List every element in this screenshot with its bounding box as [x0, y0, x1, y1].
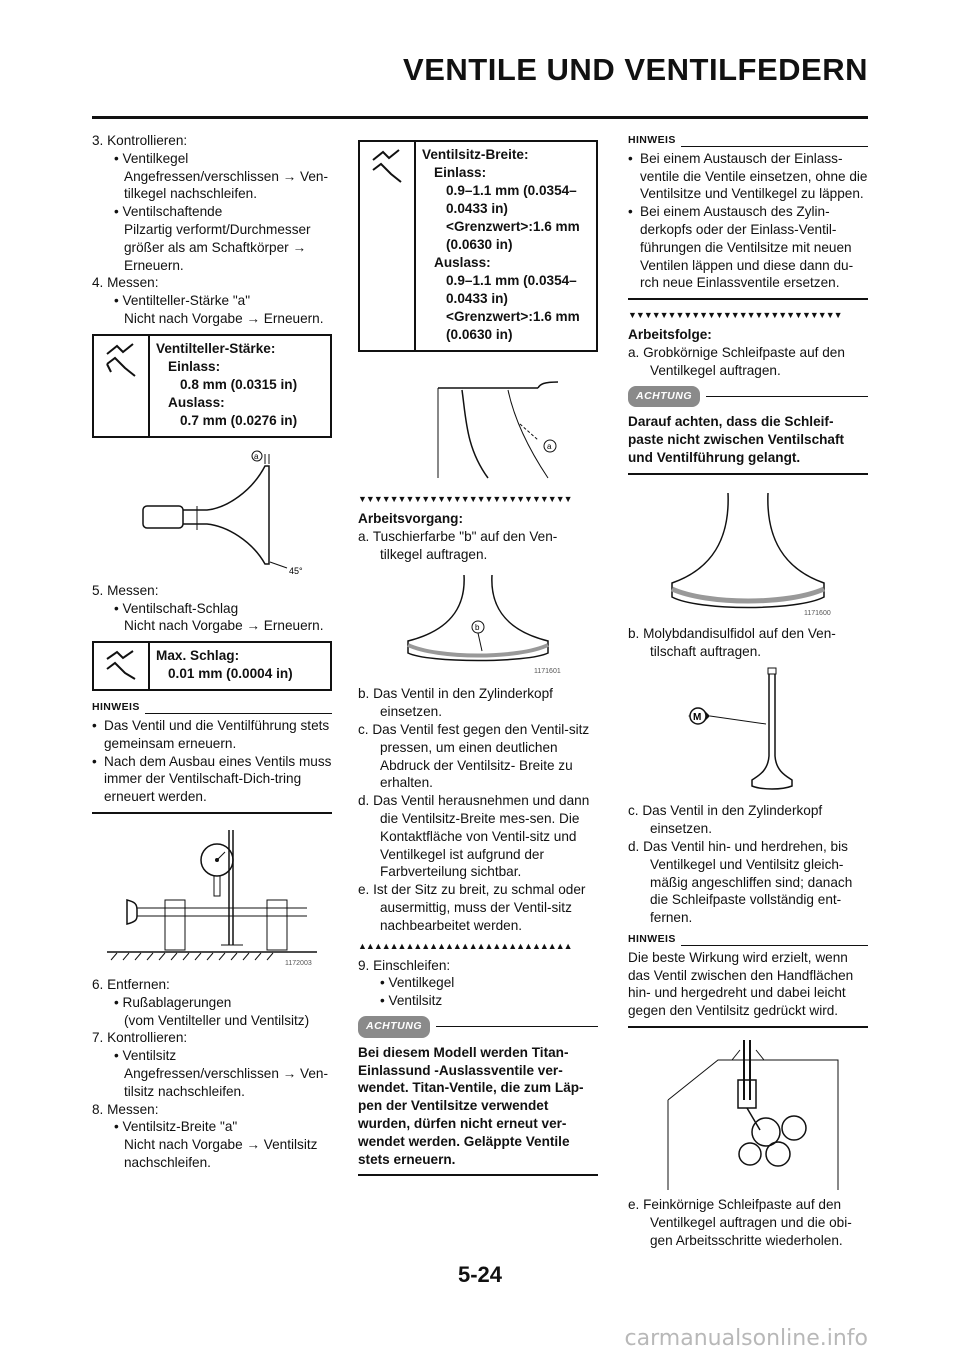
procedure-start-marker: ▼▼▼▼▼▼▼▼▼▼▼▼▼▼▼▼▼▼▼▼▼▼▼▼▼▼▼	[628, 310, 842, 321]
spec-value-exhaust: 0.0433 in)	[446, 291, 508, 306]
figure-label-a: a	[254, 451, 259, 461]
figure-label-b: b	[475, 623, 480, 633]
procedure-start-marker: ▼▼▼▼▼▼▼▼▼▼▼▼▼▼▼▼▼▼▼▼▼▼▼▼▼▼▼	[358, 494, 572, 504]
procedure-step-d: d. Das Ventil herausnehmen und dann die Ventilsitz-Breite mes-sen. Die Kontaktfläche von Ventil-sitz und Ventilkegel ist aufgrund der Farbverteilung sichtbar.	[358, 793, 590, 880]
figure-seat-width	[388, 378, 568, 488]
page-number: 5-24	[457, 1262, 503, 1287]
note-footer	[92, 812, 332, 814]
note-bullet-2-text: Nach dem Ausbau eines Ventils muss immer der Ventilschaft-Dich-tring erneuert werden.	[104, 753, 332, 805]
spec-value-intake: 0.8 mm (0.0315 in)	[180, 376, 298, 392]
procedure-title: Arbeitsvorgang:	[358, 511, 463, 526]
note-label: HINWEIS	[628, 134, 676, 146]
step-5: 5. Messen:	[92, 582, 159, 598]
procedure-step-e: e. Feinkörnige Schleifpaste auf den Ventilkegel auftragen und die obi-gen Arbeitsschritte wiederholen.	[628, 1196, 852, 1248]
procedure-step-c: c. Das Ventil fest gegen den Ventil-sitz pressen, um einen deutlichen Abdruck der Ventilsitz- Breite zu erhalten.	[358, 721, 590, 791]
step-6-bullet-1: • Rußablagerungen	[114, 994, 232, 1010]
step-4: 4. Messen:	[92, 275, 159, 291]
figure-valve-color	[378, 569, 578, 679]
step-3: 3. Kontrollieren:	[92, 133, 188, 148]
spec-limit-intake: <Grenzwert>:1.6 mm	[446, 219, 580, 234]
spec-limit-exhaust: <Grenzwert>:1.6 mm	[446, 309, 580, 324]
caution-footer	[358, 1174, 598, 1176]
figure-valve-lubricant	[658, 666, 838, 796]
note-label: HINWEIS	[92, 701, 140, 714]
caution-badge: ACHTUNG	[628, 386, 700, 408]
caution-header	[358, 1016, 598, 1038]
procedure-step-c: c. Das Ventil in den Zylinderkopf einsetzen.	[628, 803, 823, 837]
molybdenum-icon: M	[693, 712, 702, 724]
caution-text: Darauf achten, dass die Schleif-paste nicht zwischen Ventilschaft und Ventilführung gelangt.	[628, 414, 845, 465]
spec-limit-exhaust: (0.0630 in)	[446, 327, 513, 342]
step-8: 8. Messen:	[92, 1101, 159, 1117]
spec-box-runout	[92, 641, 332, 691]
spec-label-exhaust: Auslass:	[434, 255, 491, 270]
wrench-icon	[94, 336, 150, 436]
figure-runout-measurement	[97, 820, 327, 970]
figure-code: 1172003	[285, 959, 312, 967]
step-5-bullet-1: • Ventilschaft-Schlag	[114, 600, 239, 616]
procedure-step-d: d. Das Ventil hin- und herdrehen, bis Ventilkegel und Ventilsitz gleich-mäßig angeschliffen sind; danach die Schleifpaste vollständig ent-fernen.	[628, 838, 853, 926]
spec-value-exhaust: 0.7 mm (0.0276 in)	[180, 412, 298, 428]
step-7: 7. Kontrollieren:	[92, 1030, 188, 1046]
step-8-bullet-1-text: Nicht nach Vorgabe → Ventilsitz nachschleifen.	[124, 1137, 318, 1170]
spec-label-exhaust: Auslass:	[168, 394, 225, 410]
step-7-bullet-1: • Ventilsitz	[114, 1048, 177, 1064]
spec-value-intake: 0.9–1.1 mm (0.0354–	[446, 183, 577, 198]
step-6: 6. Entfernen:	[92, 976, 170, 992]
column-3	[628, 132, 868, 1249]
column-2	[358, 132, 598, 1176]
figure-label-a: a	[547, 442, 552, 451]
step-4-bullet-1-text: Nicht nach Vorgabe → Erneuern.	[124, 310, 324, 326]
step-9-bullet-2: • Ventilsitz	[380, 993, 443, 1009]
figure-angle-label: 45°	[289, 565, 303, 576]
step-3-bullet-1: • Ventilkegel	[114, 150, 189, 166]
caution-header	[628, 386, 868, 408]
note-footer	[628, 298, 868, 300]
page-title: VENTILE UND VENTILFEDERN	[403, 52, 868, 87]
wrench-icon	[94, 643, 150, 689]
step-6-bullet-1-text: (vom Ventilteller und Ventilsitz)	[124, 1012, 310, 1028]
procedure-step-b: b. Das Ventil in den Zylinderkopf einsetzen.	[358, 686, 553, 720]
step-3-bullet-2-text: Pilzartig verformt/Durchmesser größer als am Schaftkörper → Erneuern.	[124, 221, 311, 273]
procedure-step-a: a. Grobkörnige Schleifpaste auf den Ventilkegel auftragen.	[628, 344, 845, 378]
step-9: 9. Einschleifen:	[358, 957, 451, 973]
figure-lapping-valve	[648, 1040, 848, 1190]
step-5-bullet-1-text: Nicht nach Vorgabe → Erneuern.	[124, 618, 324, 634]
procedure-step-b: b. Molybdandisulfidol auf den Ven-tilschaft auftragen.	[628, 625, 836, 659]
spec-limit-intake: (0.0630 in)	[446, 237, 513, 252]
procedure-step-a: a. Tuschierfarbe "b" auf den Ven-tilkegel auftragen.	[358, 528, 558, 562]
note-bullet-2-text: Bei einem Austausch des Zylin-derkopfs oder der Einlass-Ventil-führungen die Ventilsitze mit neuen Ventilen läppen und diese dann du-rch neue Einlassventile ersetzen.	[640, 204, 854, 291]
note-bullet-1-text: Das Ventil und die Ventilführung stets gemeinsam erneuern.	[104, 717, 330, 751]
note-bullet-2: • Bei einem Austausch des Zylin-derkopfs oder der Einlass-Ventil-führungen die Ventilsitze mit neuen Ventilen läppen und diese dann du-rch neue Einlassventile ersetzen.	[628, 204, 854, 291]
note-footer	[628, 1026, 868, 1028]
spec-value-exhaust: 0.9–1.1 mm (0.0354–	[446, 273, 577, 288]
column-1	[92, 132, 332, 1172]
note-bullet-2: • Nach dem Ausbau eines Ventils muss immer der Ventilschaft-Dich-tring erneuert werden.	[92, 753, 332, 805]
step-3-bullet-1-text: Angefressen/verschlissen → Ven-tilkegel nachschleifen.	[124, 168, 329, 202]
step-3-bullet-2: • Ventilschaftende	[114, 204, 223, 220]
caution-badge: ACHTUNG	[358, 1016, 430, 1038]
figure-valve-paste	[648, 489, 848, 619]
note-bullet-1: • Bei einem Austausch der Einlass-ventile die Ventile einsetzen, ohne die Ventilsitze und Ventilkegel zu läppen.	[628, 150, 868, 202]
caution-footer	[628, 473, 868, 475]
spec-title: Max. Schlag:	[156, 648, 240, 664]
procedure-end-marker: ▲▲▲▲▲▲▲▲▲▲▲▲▲▲▲▲▲▲▲▲▲▲▲▲▲▲▲	[358, 940, 572, 951]
note-bullet-1: • Das Ventil und die Ventilführung stets gemeinsam erneuern.	[92, 717, 330, 751]
step-7-bullet-1-text: Angefressen/verschlissen → Ven-tilsitz nachschleifen.	[124, 1065, 329, 1099]
figure-code: 1171601	[534, 668, 561, 676]
spec-box-seat-width	[358, 140, 598, 352]
note-header	[92, 699, 332, 717]
note-header	[628, 132, 868, 150]
caution-text: Bei diesem Modell werden Titan-Einlassund -Auslassventile ver-wendet. Titan-Ventile, die zum Läp-pen der Ventilsitze verwendet wurden, dürfen nicht erneut ver-wendet werden. Geläppte Ventile stets erneuern.	[358, 1044, 584, 1167]
spec-label-intake: Einlass:	[168, 358, 221, 374]
note-header	[628, 931, 868, 949]
step-8-bullet-1: • Ventilsitz-Breite "a"	[114, 1119, 238, 1135]
spec-value: 0.01 mm (0.0004 in)	[168, 666, 293, 682]
title-rule	[92, 116, 868, 119]
step-4-bullet-1: • Ventilteller-Stärke "a"	[114, 293, 251, 309]
note-label: HINWEIS	[628, 932, 676, 945]
figure-code: 1171600	[804, 609, 831, 617]
spec-title: Ventilsitz-Breite:	[422, 147, 529, 162]
spec-value-intake: 0.0433 in)	[446, 201, 508, 216]
wrench-icon	[360, 142, 416, 350]
spec-title: Ventilteller-Stärke:	[156, 340, 276, 356]
procedure-step-e: e. Ist der Sitz zu breit, zu schmal oder ausermittig, muss der Ventil-sitz nachbearbeitet werden.	[358, 882, 586, 933]
step-9-bullet-1: • Ventilkegel	[380, 975, 455, 991]
watermark: carmanualsonline.info	[624, 1326, 868, 1351]
procedure-title: Arbeitsfolge:	[628, 327, 712, 343]
spec-label-intake: Einlass:	[434, 165, 487, 180]
note-text: Die beste Wirkung wird erzielt, wenn das Ventil zwischen den Handflächen hin- und hergedreht und dabei leicht gegen den Ventilsitz gedrückt wird.	[628, 949, 854, 1019]
spec-box-valve-thickness	[92, 334, 332, 438]
note-bullet-1-text: Bei einem Austausch der Einlass-ventile die Ventile einsetzen, ohne die Ventilsitze und Ventilkegel zu läppen.	[640, 150, 868, 202]
figure-valve-thickness	[107, 446, 317, 576]
